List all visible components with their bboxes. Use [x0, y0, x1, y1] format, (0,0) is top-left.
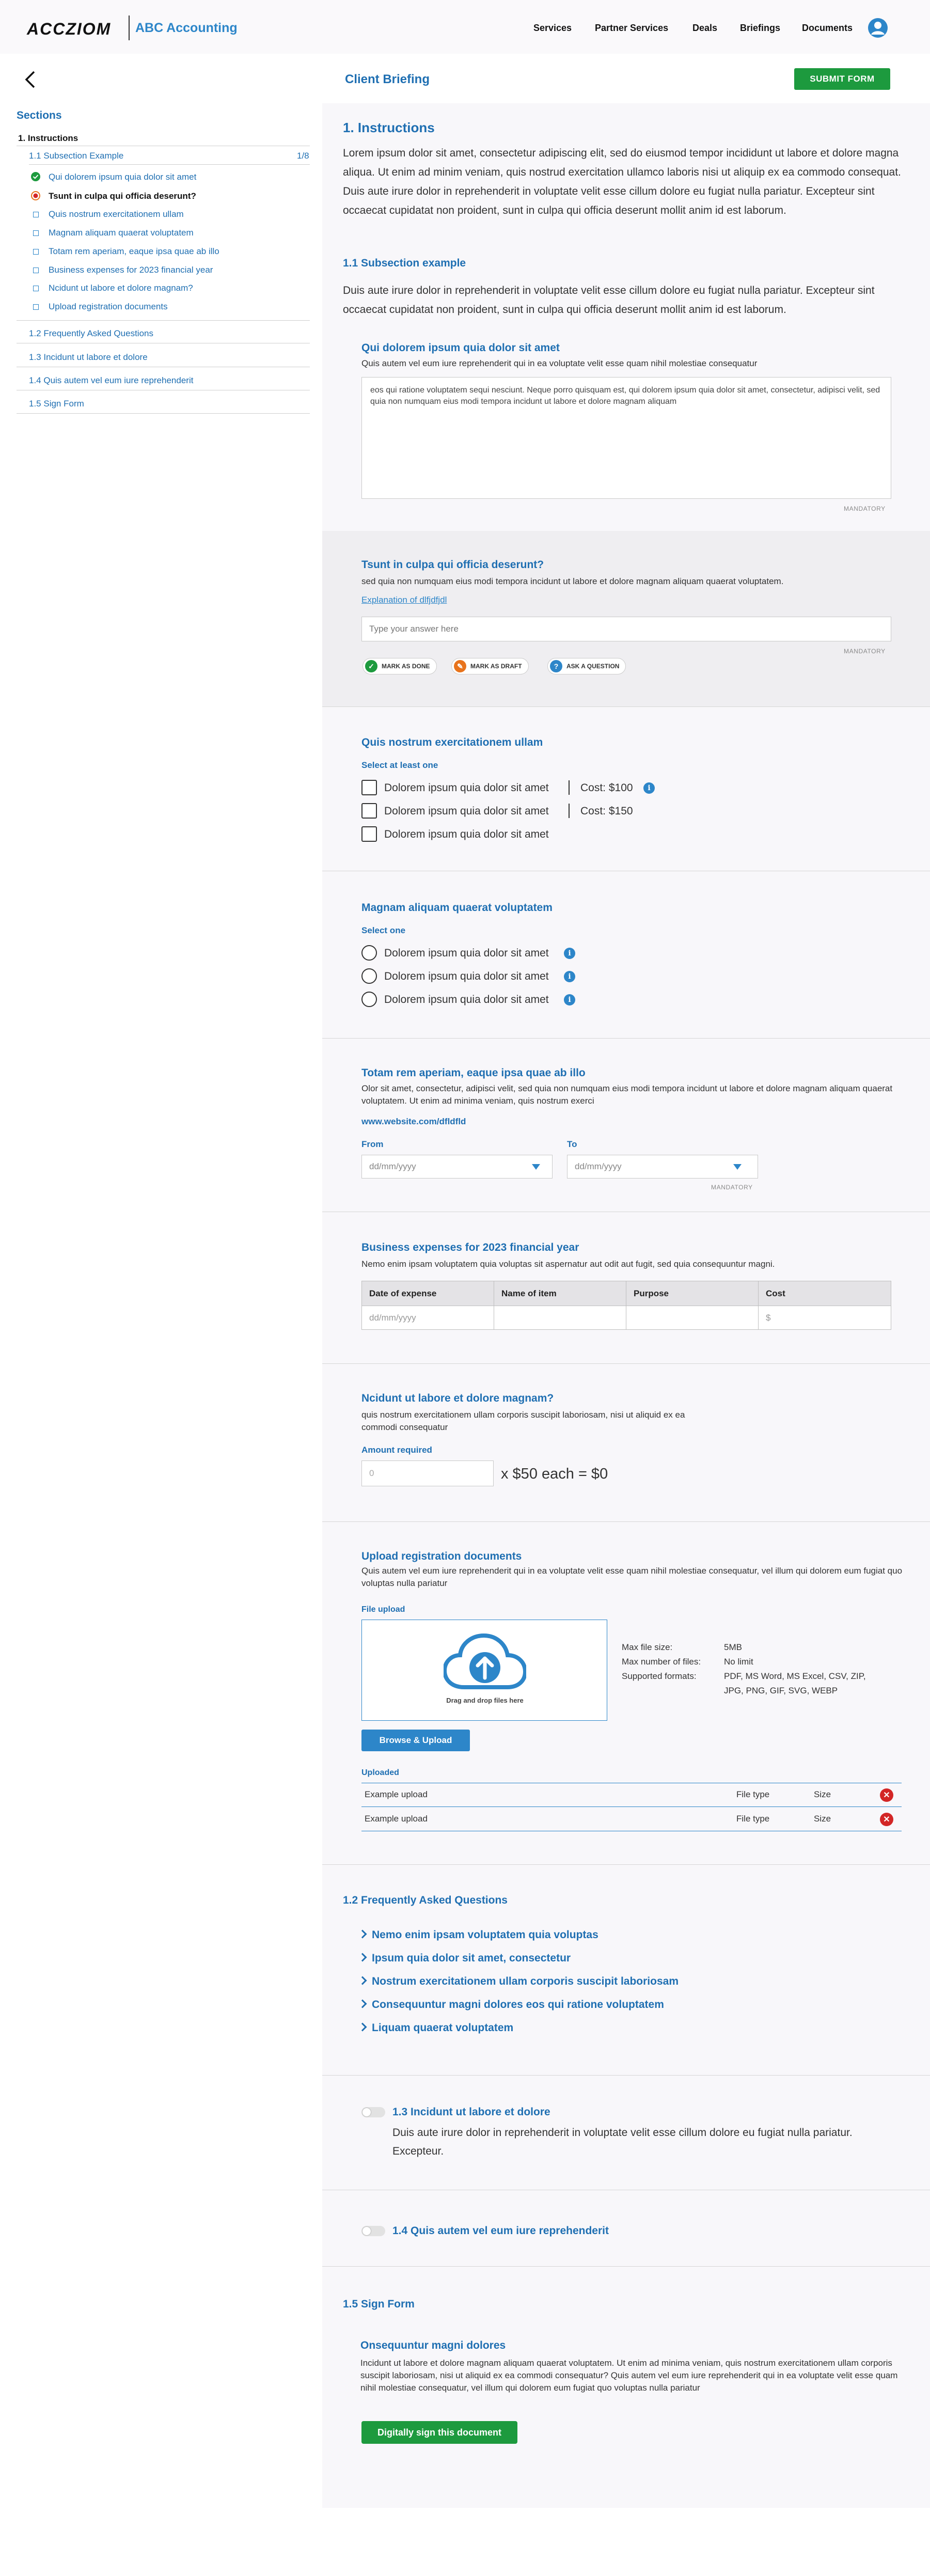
column-header: Cost [759, 1281, 891, 1306]
q4-option-1-label: Dolorem ipsum quia dolor sit amet [384, 947, 549, 959]
table-header-row [362, 1281, 891, 1306]
file-type: File type [736, 1814, 770, 1824]
info-icon[interactable]: i [564, 948, 575, 959]
q2-answer-input[interactable]: Type your answer here [361, 617, 891, 641]
faq-item[interactable] [359, 2022, 513, 2034]
sidebar-item-q3[interactable]: Quis nostrum exercitationem ullam [49, 209, 184, 219]
from-date-picker[interactable]: dd/mm/yyyy [361, 1155, 553, 1179]
faq-item-label: Consequuntur magni dolores eos qui ratione voluptatem [372, 1999, 664, 2010]
sidebar-link-faq[interactable]: 1.2 Frequently Asked Questions [29, 328, 153, 338]
todo-square-icon [33, 230, 39, 236]
info-icon[interactable]: i [564, 971, 575, 982]
section-divider [322, 1864, 930, 1865]
drop-zone-text: Drag and drop files here [446, 1697, 524, 1704]
sign-form-text: Incidunt ut labore et dolore magnam aliquam quaerat voluptatem. Ut enim ad minima veniam, quis nostrum exercitationem ullam corporis suscipit laboriosam, nisi ut aliquid ex ea commodi consequatur? Quis autem vel eum iure reprehenderit qui in ea voluptate velit esse quam nihil molestiae consequatur, vel illum qui dolorem eum fugiat quo voluptas nulla pariatur [360, 2358, 898, 2393]
file-upload-label: File upload [361, 1605, 405, 1614]
back-arrow-icon[interactable] [23, 70, 38, 89]
todo-square-icon [33, 286, 39, 291]
mark-done-label: MARK AS DONE [382, 663, 430, 670]
sidebar-link-1-3[interactable]: 1.3 Incidunt ut labore et dolore [29, 352, 148, 362]
sidebar-item-q1[interactable]: Qui dolorem ipsum quia dolor sit amet [49, 172, 197, 182]
top-bar [0, 0, 930, 54]
q3-option-1-label: Dolorem ipsum quia dolor sit amet [384, 782, 549, 794]
q1-title: Qui dolorem ipsum quia dolor sit amet [361, 342, 560, 354]
faq-heading: 1.2 Frequently Asked Questions [343, 1894, 508, 1906]
q3-option-1-cost: Cost: $100 [580, 782, 633, 794]
section-1-3-toggle[interactable] [361, 2107, 385, 2117]
sidebar-item-q5[interactable]: Totam rem aperiam, eaque ipsa quae ab illo [49, 246, 219, 256]
question-icon: ? [550, 660, 562, 672]
expenses-table [361, 1281, 891, 1330]
file-size: Size [814, 1814, 831, 1824]
file-name[interactable]: Example upload [365, 1789, 428, 1799]
q3-option-2-label: Dolorem ipsum quia dolor sit amet [384, 805, 549, 817]
q4-option-2-radio[interactable] [361, 968, 377, 984]
q4-instruction: Select one [361, 925, 406, 935]
q1-subtitle: Quis autem vel eum iure reprehenderit qui in ea voluptate velit esse quam nihil molestiae consequatur [361, 358, 758, 368]
todo-square-icon [33, 212, 39, 217]
file-type: File type [736, 1789, 770, 1799]
mark-as-draft-button[interactable] [451, 658, 529, 674]
remove-file-icon[interactable]: ✕ [880, 1813, 893, 1826]
section-divider [322, 706, 930, 707]
sidebar-link-1-4[interactable]: 1.4 Quis autem vel eum iure reprehenderit [29, 375, 194, 385]
current-item-icon [31, 191, 40, 200]
chevron-right-icon [358, 2023, 367, 2032]
faq-item[interactable] [359, 1929, 598, 1941]
nav-services[interactable]: Services [533, 23, 572, 33]
logo-divider [129, 15, 130, 40]
nav-briefings[interactable]: Briefings [740, 23, 781, 33]
info-icon[interactable]: i [643, 782, 655, 794]
q1-answer-textarea[interactable]: eos qui ratione voluptatem sequi nesciunt. Neque porro quisquam est, qui dolorem ipsum quia dolor sit amet, consectetur, adipisci velit, sed quia non numquam eius modi tempora incidunt ut labore et dolore magnam aliquam [361, 377, 891, 499]
q3-option-3-checkbox[interactable] [361, 826, 377, 842]
dropdown-arrow-icon [733, 1164, 742, 1170]
q7-subtitle: quis nostrum exercitationem ullam corporis suscipit laboriosam, nisi ut aliquid ex ea commodi consequatur [361, 1410, 685, 1432]
divider [17, 320, 310, 321]
logo[interactable]: ACCZIOM [27, 20, 112, 38]
sign-document-button[interactable]: Digitally sign this document [361, 2421, 517, 2444]
faq-item-label: Liquam quaerat voluptatem [372, 2022, 514, 2034]
sign-form-heading: 1.5 Sign Form [343, 2298, 415, 2310]
section-divider [322, 1521, 930, 1522]
sidebar-link-sign-form[interactable]: 1.5 Sign Form [29, 399, 84, 409]
separator [569, 804, 570, 818]
q7-title: Ncidunt ut labore et dolore magnam? [361, 1392, 554, 1404]
to-label: To [567, 1139, 577, 1149]
q6-subtitle: Nemo enim ipsam voluptatem quia voluptas sit aspernatur aut odit aut fugit, sed quia consequuntur magni. [361, 1259, 775, 1269]
instructions-text: Lorem ipsum dolor sit amet, consectetur adipiscing elit, sed do eiusmod tempor incididunt ut labore et dolore magna aliqua. Ut enim ad minim veniam, quis nostrud exercitation ullamco laboris nisi ut aliquip ex ea commodo consequat. Duis aute irure dolor in reprehenderit in voluptate velit esse cillum dolore eu fugiat nulla pariatur. Excepteur sint occaecat cupidatat non proident, sunt in culpa qui officia deserunt mollit anim id est laborum. [343, 147, 901, 216]
nav-partner-services[interactable]: Partner Services [595, 23, 669, 33]
sidebar-item-q2-current[interactable]: Tsunt in culpa qui officia deserunt? [49, 191, 196, 201]
q5-website-link[interactable]: www.website.com/dfldfld [361, 1117, 466, 1126]
todo-square-icon [33, 268, 39, 273]
check-done-icon [31, 172, 40, 181]
sections-title: Sections [17, 109, 62, 121]
file-size: Size [814, 1789, 831, 1799]
todo-square-icon [33, 249, 39, 255]
section-divider [322, 2266, 930, 2267]
nav-deals[interactable]: Deals [692, 23, 718, 33]
chevron-right-icon [358, 1930, 367, 1939]
q3-option-1-checkbox[interactable] [361, 780, 377, 795]
dropdown-arrow-icon [532, 1164, 540, 1170]
q3-title: Quis nostrum exercitationem ullam [361, 736, 543, 748]
section-1-4-toggle[interactable] [361, 2226, 385, 2236]
page-title: Client Briefing [345, 72, 430, 86]
table-row [362, 1306, 891, 1330]
sidebar-item-q6[interactable]: Business expenses for 2023 financial year [49, 265, 213, 275]
amount-calculation: x $50 each = $0 [501, 1466, 608, 1482]
faq-item-label: Ipsum quia dolor sit amet, consectetur [372, 1952, 571, 1964]
cloud-upload-icon [444, 1633, 526, 1691]
browse-upload-button[interactable]: Browse & Upload [361, 1730, 470, 1751]
separator [569, 780, 570, 795]
formats-label: Supported formats: [622, 1671, 697, 1681]
uploaded-file-row [361, 1783, 902, 1807]
q6-title: Business expenses for 2023 financial year [361, 1242, 579, 1253]
max-size-label: Max file size: [622, 1642, 673, 1652]
sidebar-item-q7[interactable]: Ncidunt ut labore et dolore magnam? [49, 283, 193, 293]
q8-title: Upload registration documents [361, 1550, 522, 1562]
q3-option-2-checkbox[interactable] [361, 803, 377, 819]
chevron-right-icon [358, 2000, 367, 2008]
ask-question-button[interactable] [547, 658, 626, 674]
section-1-4-heading: 1.4 Quis autem vel eum iure reprehenderit [392, 2225, 609, 2237]
q4-option-3-label: Dolorem ipsum quia dolor sit amet [384, 994, 549, 1006]
q3-instruction: Select at least one [361, 760, 438, 770]
divider [29, 164, 310, 165]
section-divider [322, 2075, 930, 2076]
info-icon[interactable]: i [564, 994, 575, 1006]
faq-item[interactable] [359, 1952, 571, 1965]
sidebar-subsection-example[interactable]: 1.1 Subsection Example [29, 151, 124, 161]
purpose-cell-input[interactable] [626, 1306, 759, 1330]
sign-form-title: Onsequuntur magni dolores [360, 2339, 506, 2351]
to-date-picker[interactable]: dd/mm/yyyy [567, 1155, 758, 1179]
ask-question-label: ASK A QUESTION [566, 663, 620, 670]
q4-option-1-radio[interactable] [361, 945, 377, 961]
sidebar-item-q8[interactable]: Upload registration documents [49, 302, 168, 311]
amount-label: Amount required [361, 1445, 432, 1455]
remove-file-icon[interactable]: ✕ [880, 1788, 893, 1802]
q3-option-2-cost: Cost: $150 [580, 805, 633, 817]
mandatory-label: MANDATORY [844, 505, 886, 512]
subsection-heading: 1.1 Subsection example [343, 257, 466, 269]
max-size-value: 5MB [724, 1642, 742, 1652]
q5-subtitle: Olor sit amet, consectetur, adipisci velit, sed quia non numquam eius modi tempora incidunt ut labore et dolore magnam aliquam quaerat voluptatem. Ut enim ad minima veniam, quis nostrum exerci [361, 1083, 893, 1106]
from-label: From [361, 1139, 384, 1149]
progress-count: 1/8 [297, 151, 309, 161]
faq-item[interactable] [359, 1999, 664, 2011]
q5-title: Totam rem aperiam, eaque ipsa quae ab illo [361, 1067, 586, 1079]
todo-square-icon [33, 304, 39, 310]
item-cell-input[interactable] [494, 1306, 626, 1330]
q2-subtitle: sed quia non numquam eius modi tempora incidunt ut labore et dolore magnam aliquam quaerat voluptatem. [361, 576, 784, 586]
file-drop-zone[interactable] [361, 1620, 607, 1721]
column-header: Name of item [494, 1281, 626, 1306]
date-cell-input[interactable]: dd/mm/yyyy [362, 1306, 494, 1330]
file-name[interactable]: Example upload [365, 1814, 428, 1824]
uploaded-label: Uploaded [361, 1768, 399, 1777]
faq-item-label: Nostrum exercitationem ullam corporis suscipit laboriosam [372, 1975, 679, 1987]
chevron-right-icon [358, 1953, 367, 1962]
q8-subtitle: Quis autem vel eum iure reprehenderit qui in ea voluptate velit esse quam nihil molestiae consequatur, vel illum qui dolorem eum fugiat quo voluptas nulla pariatur [361, 1566, 903, 1588]
section-1-3-text: Duis aute irure dolor in reprehenderit in voluptate velit esse cillum dolore eu fugiat nulla pariatur. Excepteur. [392, 2127, 853, 2157]
nav-documents[interactable]: Documents [802, 23, 853, 33]
amount-input[interactable]: 0 [361, 1460, 494, 1486]
section-divider [322, 1038, 930, 1039]
submit-form-button[interactable]: SUBMIT FORM [794, 68, 890, 90]
mark-as-done-button[interactable] [362, 658, 437, 674]
q3-option-3-label: Dolorem ipsum quia dolor sit amet [384, 828, 549, 840]
uploaded-file-row [361, 1808, 902, 1831]
column-header: Purpose [626, 1281, 759, 1306]
formats-value-line2: JPG, PNG, GIF, SVG, WEBP [724, 1686, 838, 1695]
sidebar-section-instructions[interactable]: 1. Instructions [18, 133, 78, 143]
q4-title: Magnam aliquam quaerat voluptatem [361, 902, 553, 914]
faq-item[interactable] [359, 1975, 679, 1988]
formats-value-line1: PDF, MS Word, MS Excel, CSV, ZIP, [724, 1671, 866, 1681]
column-header: Date of expense [362, 1281, 494, 1306]
mark-draft-label: MARK AS DRAFT [470, 663, 522, 670]
subsection-text: Duis aute irure dolor in reprehenderit in voluptate velit esse cillum dolore eu fugiat nulla pariatur. Excepteur sint occaecat cupidatat non proident, sunt in culpa qui officia deserunt mollit anim id est laborum. [343, 285, 875, 316]
cost-cell-input[interactable]: $ [759, 1306, 891, 1330]
q4-option-3-radio[interactable] [361, 992, 377, 1007]
q2-explanation-link[interactable]: Explanation of dlfjdfjdl [361, 595, 447, 605]
section-divider [322, 1363, 930, 1364]
max-files-label: Max number of files: [622, 1657, 701, 1667]
chevron-right-icon [358, 1976, 367, 1985]
section-1-3-heading: 1.3 Incidunt ut labore et dolore [392, 2106, 550, 2118]
divider [17, 413, 310, 414]
instructions-heading: 1. Instructions [343, 120, 435, 135]
sidebar-item-q4[interactable]: Magnam aliquam quaerat voluptatem [49, 228, 194, 238]
faq-item-label: Nemo enim ipsam voluptatem quia voluptas [372, 1929, 598, 1941]
mandatory-label: MANDATORY [844, 648, 886, 655]
user-avatar-icon[interactable] [868, 18, 888, 38]
q2-title: Tsunt in culpa qui officia deserunt? [361, 559, 544, 571]
max-files-value: No limit [724, 1657, 753, 1667]
draft-icon: ✎ [454, 660, 466, 672]
brand-name: ABC Accounting [135, 21, 238, 35]
mandatory-label: MANDATORY [711, 1184, 753, 1191]
check-icon: ✓ [365, 660, 377, 672]
q4-option-2-label: Dolorem ipsum quia dolor sit amet [384, 970, 549, 982]
